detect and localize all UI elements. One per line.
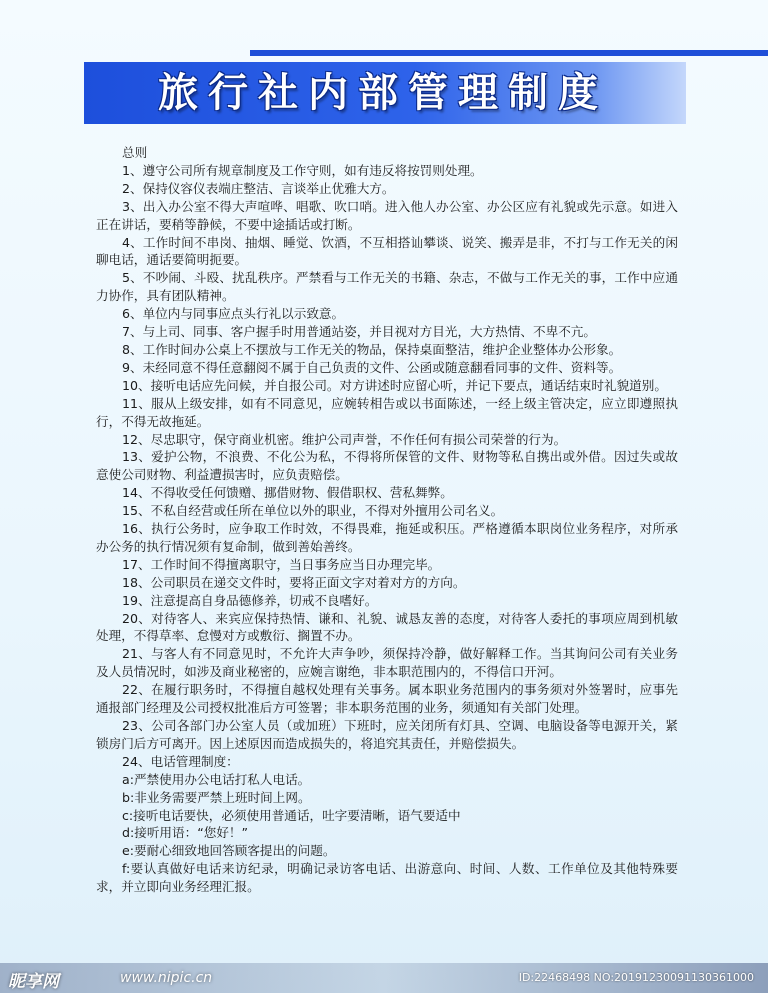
rule-item: c:接听电话要快，必须使用普通话，吐字要清晰，语气要适中 (122, 807, 461, 823)
watermark-site: www.nipic.cn (120, 970, 213, 986)
title-banner (84, 62, 686, 124)
rule-item: 18、公司职员在递交文件时，要将正面文字对着对方的方向。 (122, 574, 466, 590)
rule-item: 13、爱护公物，不浪费、不化公为私，不得将所保管的文件、财物等私自携出或外借。因过失或故意使公司财物、利益遭损害时，应负责赔偿。 (96, 449, 678, 483)
rule-item: 20、对待客人、来宾应保持热情、谦和、礼貌、诚恳友善的态度，对待客人委托的事项应周到机敏处理，不得草率、怠慢对方或敷衍、搁置不办。 (96, 610, 678, 644)
top-accent-line (250, 50, 768, 56)
rule-item: 17、工作时间不得擅离职守，当日事务应当日办理完毕。 (122, 556, 441, 572)
rule-item: 3、出入办公室不得大声喧哗、唱歌、吹口哨。进入他人办公室、办公区应有礼貌或先示意。如进入正在讲话，要稍等静候，不要中途插话或打断。 (96, 198, 678, 232)
rule-item: 22、在履行职务时，不得擅自越权处理有关事务。属本职业务范围内的事务须对外签署时，应事先通报部门经理及公司授权批准后方可签署；非本职务范围的业务，须通知有关部门处理。 (96, 682, 678, 716)
watermark-logo: 昵享网 (8, 972, 59, 992)
rule-item: f:要认真做好电话来访纪录，明确记录访客电话、出游意向、时间、人数、工作单位及其他特殊要求，并立即向业务经理汇报。 (96, 861, 678, 895)
rules-list (96, 162, 678, 896)
rule-item: 7、与上司、同事、客户握手时用普通站姿，并目视对方目光，大方热情、不卑不亢。 (122, 324, 596, 340)
rule-item: 11、服从上级安排，如有不同意见，应婉转相告或以书面陈述，一经上级主管决定，应立即遵照执行，不得无故拖延。 (96, 395, 678, 429)
rule-item: 4、工作时间不串岗、抽烟、睡觉、饮酒，不互相搭讪攀谈、说笑、搬弄是非，不打与工作无关的闲聊电话，通话要简明扼要。 (96, 234, 678, 268)
rule-item: 21、与客人有不同意见时，不允许大声争吵，须保持冷静，做好解释工作。当其询问公司有关业务及人员情况时，如涉及商业秘密的，应婉言谢绝，非本职范围内的，不得信口开河。 (96, 646, 678, 680)
watermark-bar (0, 963, 768, 993)
rule-item: 6、单位内与同事应点头行礼以示致意。 (122, 306, 345, 322)
rule-item: 16、执行公务时，应争取工作时效，不得畏难，拖延或积压。严格遵循本职岗位业务程序，对所承办公务的执行情况须有复命制，做到善始善终。 (96, 521, 678, 554)
rule-item: 9、未经同意不得任意翻阅不属于自己负责的文件、公函或随意翻看同事的文件、资料等。 (122, 359, 622, 375)
rule-item: 12、尽忠职守，保守商业机密。维护公司声誉，不作任何有损公司荣誉的行为。 (122, 431, 567, 447)
rule-item: a:严禁使用办公电话打私人电话。 (122, 771, 311, 787)
watermark-id: ID:22468498 NO:20191230091130361000 (518, 971, 754, 984)
rule-item: 19、注意提高自身品德修养，切戒不良嗜好。 (122, 592, 378, 608)
rule-item: 24、电话管理制度： (122, 753, 239, 769)
rule-item: 23、公司各部门办公室人员（或加班）下班时，应关闭所有灯具、空调、电脑设备等电源开关，紧锁房门后方可离开。因上述原因而造成损失的，将追究其责任，并赔偿损失。 (96, 718, 678, 751)
rule-item: e:要耐心细致地回答顾客提出的问题。 (122, 843, 336, 859)
rule-item: 8、工作时间办公桌上不摆放与工作无关的物品，保持桌面整洁，维护企业整体办公形象。 (122, 341, 622, 357)
page-title: 旅行社内部管理制度 (158, 70, 608, 116)
section-title: 总则 (122, 145, 148, 160)
rule-item: 2、保持仪容仪表端庄整洁、言谈举止优雅大方。 (122, 180, 395, 196)
rule-item: b:非业务需要严禁上班时间上网。 (122, 789, 311, 805)
rule-item: 1、遵守公司所有规章制度及工作守则，如有违反将按罚则处理。 (122, 162, 483, 178)
rule-item: d:接听用语：“您好！” (122, 825, 249, 841)
rule-item: 5、不吵闹、斗殴、扰乱秩序。严禁看与工作无关的书籍、杂志，不做与工作无关的事，工作中应通力协作，具有团队精神。 (96, 270, 678, 304)
rule-item: 15、不私自经营或任所在单位以外的职业，不得对外擅用公司名义。 (122, 503, 504, 519)
rule-item: 14、不得收受任何馈赠、挪借财物、假借职权、营私舞弊。 (122, 485, 453, 501)
document-body (96, 144, 678, 896)
rule-item: 10、接听电话应先问候，并自报公司。对方讲述时应留心听，并记下要点，通话结束时礼貌道别。 (122, 377, 667, 393)
